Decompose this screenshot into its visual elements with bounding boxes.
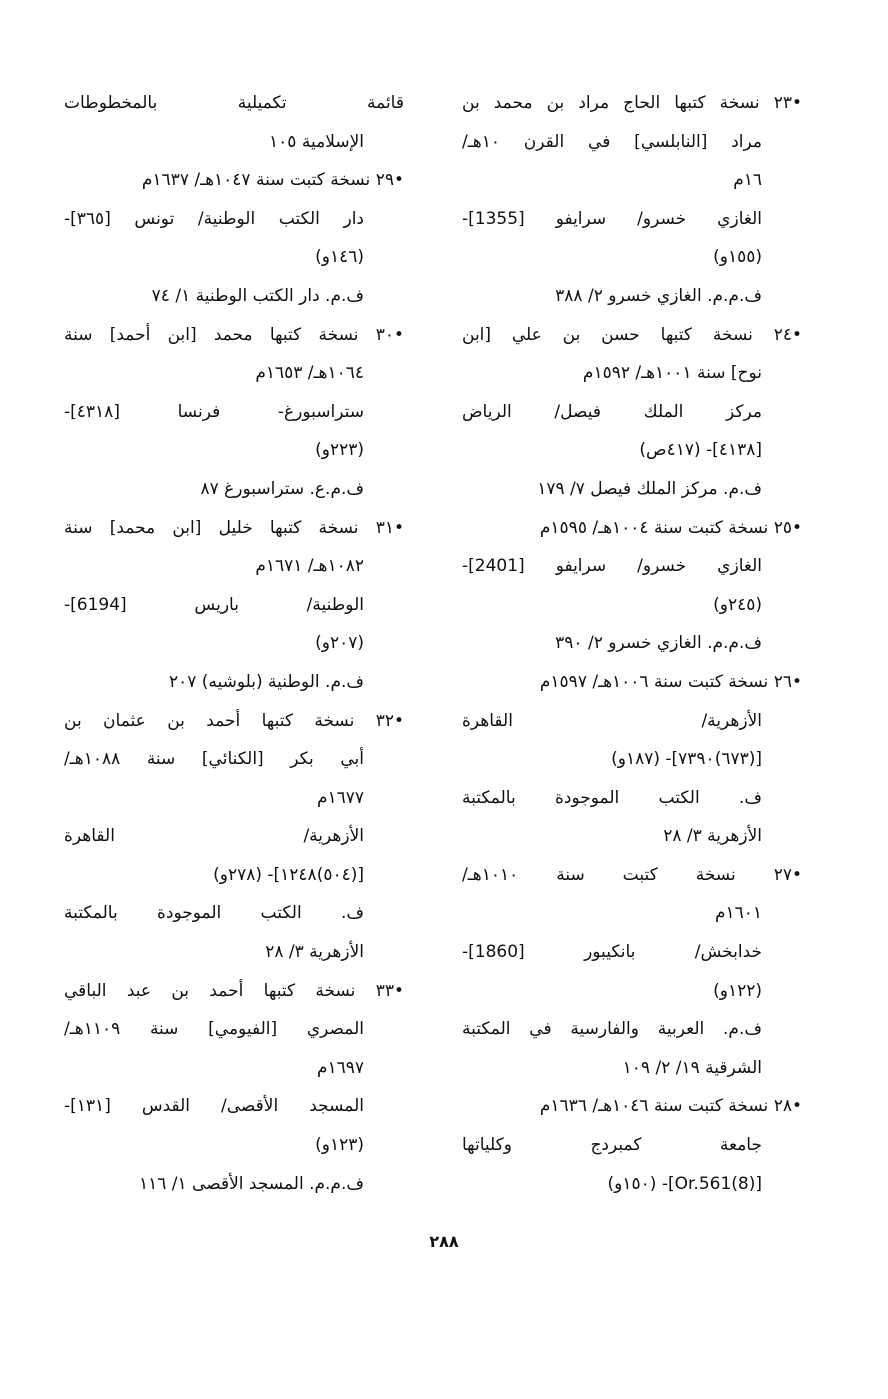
text-line: ١٦م	[733, 170, 762, 191]
text-line: المصري [الفيومي] سنة ١١٠٩هـ/	[64, 1019, 364, 1040]
text-line: •٢٥ نسخة كتبت سنة ١٠٠٤هـ/ ١٥٩٥م	[539, 517, 802, 538]
text-line: [(٦٧٣)٧٣٩٠]- (١٨٧و)	[611, 749, 762, 770]
text-line: •٢٩ نسخة كتبت سنة ١٠٤٧هـ/ ١٦٣٧م	[141, 170, 404, 191]
text-line: ف.م.م. المسجد الأقصى ١/ ١١٦	[138, 1173, 364, 1194]
text-line: المسجد الأقصى/ القدس [١٣١]-	[64, 1096, 364, 1117]
text-line: مراد [النابلسي] في القرن ١٠هـ/	[462, 131, 762, 152]
text-line: ف. الكتب الموجودة بالمكتبة	[462, 787, 762, 808]
text-line: ستراسبورغ- فرنسا [٤٣١٨]-	[64, 401, 364, 422]
text-line: ف.م.م. الغازي خسرو ٢/ ٣٩٠	[555, 633, 762, 654]
text-line: ف. الكتب الموجودة بالمكتبة	[64, 903, 364, 924]
text-line: [٤١٣٨]- (٤١٧ص)	[639, 440, 762, 461]
text-line: الغازي خسرو/ سرايفو [1355]-	[462, 208, 762, 229]
right-column	[462, 84, 802, 1203]
text-line: ١٠٦٤هـ/ ١٦٥٣م	[255, 363, 364, 384]
text-line: الأزهرية/ القاهرة	[64, 826, 364, 847]
text-line: ١٠٨٢هـ/ ١٦٧١م	[255, 556, 364, 577]
text-line: (١٤٦و)	[315, 247, 364, 268]
text-line: •٣١ نسخة كتبها خليل [ابن محمد] سنة	[64, 517, 404, 538]
text-line: (١٥٥و)	[713, 247, 762, 268]
text-line: ف.م. مركز الملك فيصل ٧/ ١٧٩	[537, 478, 762, 499]
text-line: خدابخش/ بانكيبور [1860]-	[462, 942, 762, 963]
text-line: (٢٢٣و)	[315, 440, 364, 461]
text-line: دار الكتب الوطنية/ تونس [٣٦٥]-	[64, 208, 364, 229]
text-line: •٢٣ نسخة كتبها الحاج مراد بن محمد بن	[462, 93, 802, 113]
page-number: ٢٨٨	[429, 1232, 459, 1251]
text-line: جامعة كمبردج وكلياتها	[462, 1135, 762, 1156]
text-line: ف.م. العربية والفارسية في المكتبة	[462, 1019, 762, 1040]
text-line: أبي بكر [الكنائي] سنة ١٠٨٨هـ/	[64, 749, 364, 770]
text-line: •٢٦ نسخة كتبت سنة ١٠٠٦هـ/ ١٥٩٧م	[539, 671, 802, 692]
text-line: •٣٢ نسخة كتبها أحمد بن عثمان بن	[64, 710, 404, 731]
text-line: الشرقية ١٩/ ٢/ ١٠٩	[622, 1057, 762, 1078]
text-line: الوطنية/ باريس [6194]-	[64, 594, 364, 615]
text-line: الأزهرية ٣/ ٢٨	[265, 942, 364, 963]
left-column	[64, 84, 404, 1203]
text-line: ف.م. دار الكتب الوطنية ١/ ٧٤	[151, 285, 364, 306]
text-line: (٢٤٥و)	[713, 594, 762, 615]
text-line: •٣٠ نسخة كتبها محمد [ابن أحمد] سنة	[64, 324, 404, 345]
text-line: •٢٤ نسخة كتبها حسن بن علي [ابن	[462, 324, 802, 345]
text-line: ف.م.م. الغازي خسرو ٢/ ٣٨٨	[555, 285, 762, 306]
text-line: الأزهرية/ القاهرة	[462, 710, 762, 731]
text-line: الأزهرية ٣/ ٢٨	[663, 826, 762, 847]
text-line: [Or.561(8)]- (١٥٠و)	[607, 1173, 762, 1194]
text-line: (٢٠٧و)	[315, 633, 364, 654]
text-line: •٢٨ نسخة كتبت سنة ١٠٤٦هـ/ ١٦٣٦م	[539, 1096, 802, 1117]
text-line: [(٥٠٤)١٢٤٨]- (٢٧٨و)	[213, 864, 364, 885]
text-line: •٢٧ نسخة كتبت سنة ١٠١٠هـ/	[462, 864, 802, 885]
text-line: ١٦٧٧م	[316, 787, 364, 808]
text-line: ١٦٩٧م	[316, 1057, 364, 1078]
text-line: •٣٣ نسخة كتبها أحمد بن عبد الباقي	[64, 980, 404, 1001]
text-line: مركز الملك فيصل/ الرياض	[462, 401, 762, 422]
text-line: نوح] سنة ١٠٠١هـ/ ١٥٩٢م	[582, 363, 762, 384]
text-line: ف.م.ع. ستراسبورغ ٨٧	[200, 478, 364, 499]
text-line: الغازي خسرو/ سرايفو [2401]-	[462, 556, 762, 577]
text-line: ١٦٠١م	[714, 903, 762, 924]
text-line: (١٢٢و)	[713, 980, 762, 1001]
text-line: قائمة تكميلية بالمخطوطات	[64, 93, 404, 113]
text-line: (١٢٣و)	[315, 1135, 364, 1156]
text-line: ف.م. الوطنية (بلوشيه) ٢٠٧	[168, 671, 364, 692]
text-line: الإسلامية ١٠٥	[269, 131, 364, 152]
